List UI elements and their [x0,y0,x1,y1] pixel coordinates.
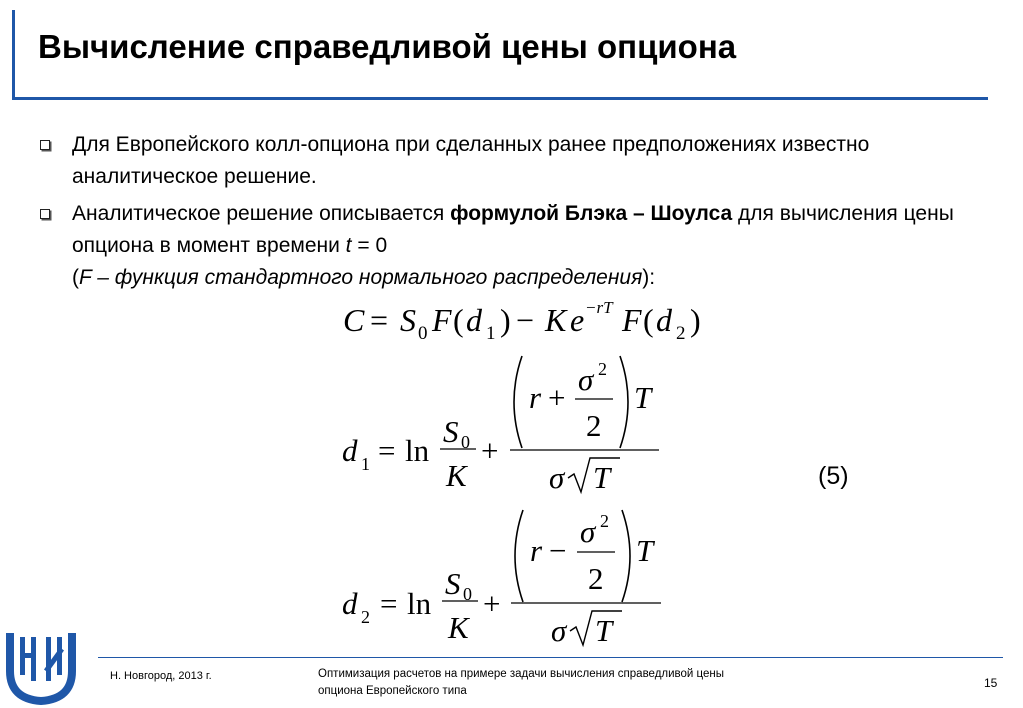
right-big-paren [622,510,630,602]
var-d: d [342,433,358,468]
call-price-formula [343,298,701,344]
var-S: S [443,414,459,449]
var-sigma: σ [549,460,565,495]
page-number: 15 [984,676,998,690]
equals-sign: = [380,586,398,621]
slide-title: Вычисление справедливой цены опциона [38,28,737,65]
equals-sign: = [370,302,389,338]
var-T: T [634,380,652,415]
lparen: ( [643,302,654,338]
var-sigma: σ [580,514,596,549]
minus-sign: − [549,533,567,568]
bullet-2-part2: для вычисления цены опциона в момент времени [72,202,954,257]
var-F: F [432,302,452,338]
function-variable: F [79,266,92,289]
paren-open: ( [72,266,79,289]
left-big-paren [515,510,523,602]
bullet-1-text: Для Европейского колл-опциона при сделанных ранее предположениях известно аналитическое решение. [72,133,870,188]
var-r: r [529,380,542,415]
plus-sign: + [548,380,566,415]
var-d: d [656,302,672,338]
footer-city-year: Н. Новгород, 2013 г. [110,670,212,682]
subscript-1: 1 [361,454,370,474]
var-T: T [636,533,654,568]
superscript-2: 2 [598,359,607,379]
unn-logo [4,627,78,705]
bullet-2-part1: Аналитическое решение описывается [72,202,451,225]
footer-caption-line-1: Оптимизация расчетов на примере задачи вычисления справедливой цены [318,668,725,680]
equation-number: (5) [818,462,849,490]
var-S: S [400,302,416,338]
footer-caption [318,666,798,700]
var-e: e [570,302,585,338]
right-big-paren [620,356,628,448]
subscript-2: 2 [676,323,686,344]
var-S: S [445,566,461,601]
var-d: d [466,302,482,338]
footer-caption-line-2: опциона Европейского типа [318,685,467,697]
var-T: T [595,613,613,648]
var-sigma: σ [578,362,594,397]
var-r: r [530,533,543,568]
ln-function: ln [407,586,432,621]
subscript-2: 2 [361,607,370,627]
left-big-paren [514,356,522,448]
subscript-0: 0 [461,432,470,452]
paren-close: ): [642,266,656,289]
var-d: d [342,586,358,621]
denominator-2: 2 [588,561,604,596]
subscript-0: 0 [463,584,472,604]
var-C: C [343,302,365,338]
rparen: ) [500,302,511,338]
denominator-2: 2 [586,408,602,443]
minus-sign: − [516,302,535,338]
plus-sign: + [481,433,499,468]
plus-sign: + [483,586,501,621]
exponent: −rT [585,298,613,317]
d1-formula [342,356,659,495]
time-variable: t [345,234,352,257]
footer-divider [98,657,1003,658]
var-K: K [545,302,567,338]
var-sigma: σ [551,613,567,648]
subscript-1: 1 [486,323,496,344]
d2-formula [342,510,661,648]
rparen: ) [690,302,701,338]
black-scholes-label: формулой Блэка – Шоулса [450,202,733,225]
var-K: K [448,610,469,645]
var-T: T [593,460,611,495]
var-K: K [446,458,467,493]
function-description: – функция стандартного нормального распределения [91,266,643,289]
ln-function: ln [405,433,430,468]
var-F: F [622,302,642,338]
equals-sign: = [378,433,396,468]
subscript-0: 0 [418,323,428,344]
lparen: ( [453,302,464,338]
superscript-2: 2 [600,511,609,531]
time-value: = 0 [351,234,388,257]
